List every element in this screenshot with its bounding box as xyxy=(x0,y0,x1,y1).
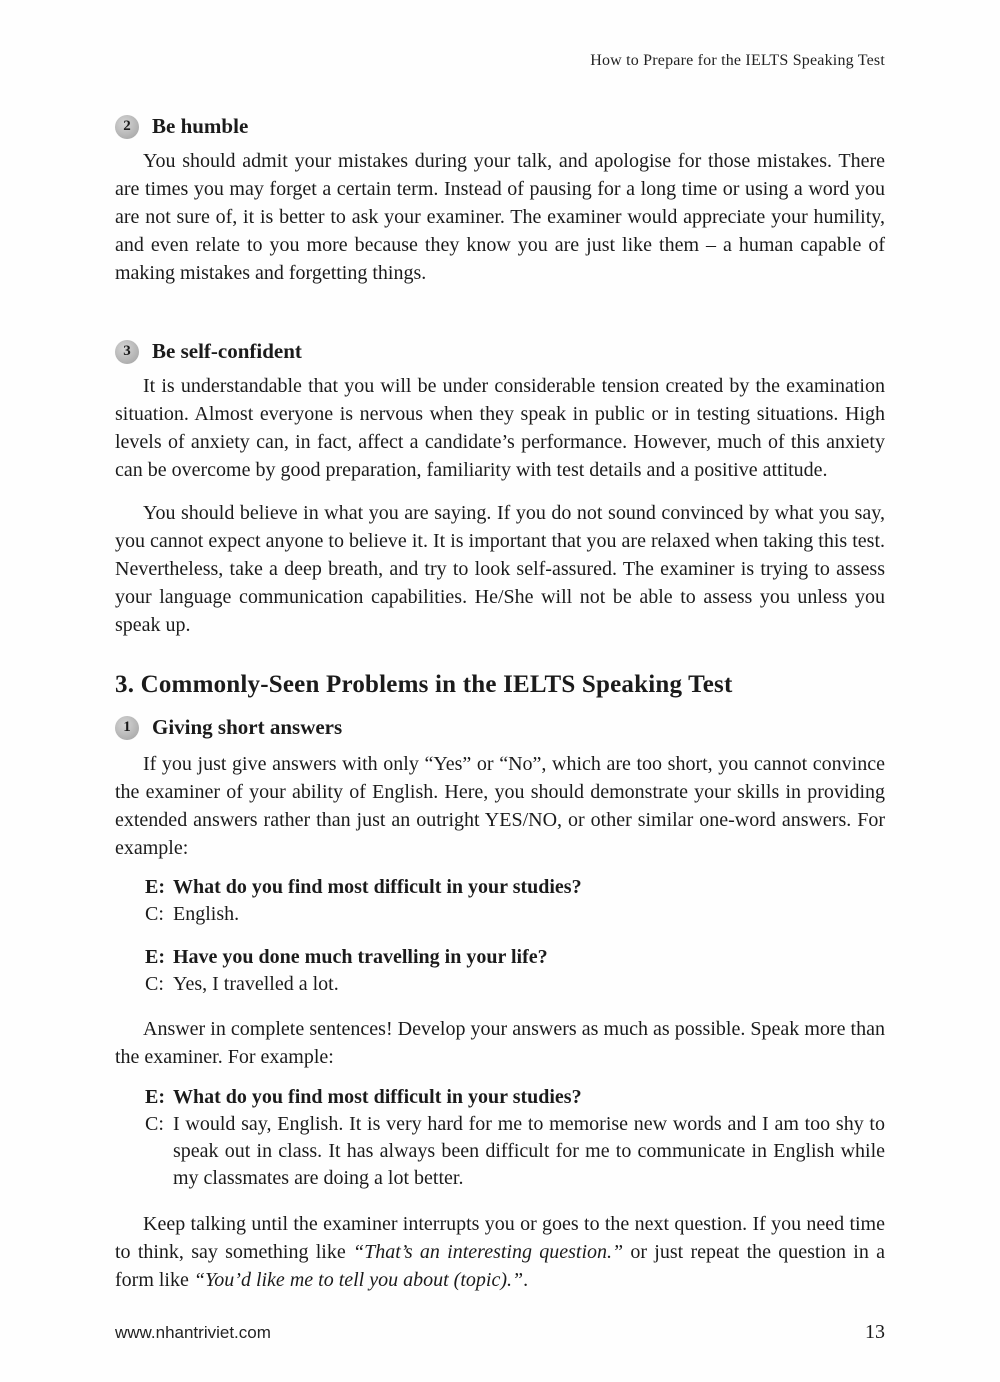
dialogue-line xyxy=(145,901,885,928)
italic-quote-1: “That’s an interesting question.” xyxy=(352,1241,624,1263)
examiner-question: What do you find most difficult in your studies? xyxy=(173,1086,582,1108)
dialogue-example-1 xyxy=(145,874,885,928)
paragraph-keep-talking xyxy=(115,1210,885,1294)
dialogue-line xyxy=(145,1111,885,1192)
keep-talking-text: Keep talking until the examiner interrupts you or goes to the next question. If you need time to think, say something like xyxy=(115,1213,885,1263)
dialogue-line xyxy=(145,1084,885,1111)
dialogue-line xyxy=(145,874,885,901)
speaker-label: C: xyxy=(145,973,164,995)
dialogue-line xyxy=(145,944,885,971)
examiner-question: Have you done much travelling in your life? xyxy=(173,946,548,968)
candidate-answer: English. xyxy=(173,903,240,925)
circled-number-2-icon: 2 xyxy=(115,115,139,139)
italic-quote-2: “You’d like me to tell you about (topic).” xyxy=(193,1269,524,1291)
speaker-label: C: xyxy=(145,903,164,925)
paragraph-short-answers-1: If you just give answers with only “Yes” or “No”, which are too short, you cannot convince the examiner of your ability of English. Here, you should demonstrate your skills in providing extended answers rather than just an outright YES/NO, or other similar one-word answers. For example: xyxy=(115,753,885,859)
running-header: How to Prepare for the IELTS Speaking Test xyxy=(590,52,885,69)
candidate-answer: Yes, I travelled a lot. xyxy=(173,973,339,995)
paragraph-be-humble: You should admit your mistakes during your talk, and apologise for those mistakes. There are times you may forget a certain term. Instead of pausing for a long time or using a word you are not sure of, it is better to ask your examiner. The examiner would appreciate your humility, and even relate to you more because they know you are just like them – a human capable of making mistakes and forgetting things. xyxy=(115,150,885,284)
heading-be-humble xyxy=(115,114,885,139)
examiner-question: What do you find most difficult in your studies? xyxy=(173,876,582,898)
heading-giving-short-answers xyxy=(115,715,885,740)
paragraph-self-confident-2: You should believe in what you are saying. If you do not sound convinced by what you say, you cannot expect anyone to believe it. It is important that you are relaxed when taking this test. Nevertheless, take a deep breath, and try to look self-assured. The examiner is trying to assess your language communication capabilities. He/She will not be able to assess you unless you speak up. xyxy=(115,502,885,636)
circled-number-3-icon: 3 xyxy=(115,340,139,364)
circled-number-1-icon: 1 xyxy=(115,716,139,740)
dialogue-example-2 xyxy=(145,944,885,998)
heading-be-self-confident xyxy=(115,339,885,364)
paragraph-self-confident-1: It is understandable that you will be under considerable tension created by the examination situation. Almost everyone is nervous when they speak in public or in testing situations. High levels of anxiety can, in fact, affect a candidate’s performance. However, much of this anxiety can be overcome by good preparation, familiarity with test details and a positive attitude. xyxy=(115,375,885,481)
keep-talking-text: or just repeat the question in a form like xyxy=(115,1241,886,1291)
candidate-answer: I would say, English. It is very hard for me to memorise new words and I am too shy to speak out in class. It has always been difficult for me to communicate in English while my classmates are doing a lot better. xyxy=(173,1113,885,1189)
heading-be-self-confident-label: Be self-confident xyxy=(152,339,302,363)
dialogue-line xyxy=(145,971,885,998)
heading-be-humble-label: Be humble xyxy=(152,114,249,138)
heading-giving-short-answers-label: Giving short answers xyxy=(152,715,343,739)
keep-talking-text: . xyxy=(523,1269,529,1291)
dialogue-example-3 xyxy=(145,1084,885,1192)
speaker-label: C: xyxy=(145,1113,164,1135)
speaker-label: E: xyxy=(145,1086,165,1108)
publisher-website: www.nhantriviet.com xyxy=(115,1323,271,1342)
speaker-label: E: xyxy=(145,876,165,898)
page-number: 13 xyxy=(865,1321,885,1343)
speaker-label: E: xyxy=(145,946,165,968)
paragraph-answer-complete-sentences: Answer in complete sentences! Develop your answers as much as possible. Speak more than the examiner. For example: xyxy=(115,1018,885,1068)
section-heading-problems: 3. Commonly-Seen Problems in the IELTS Speaking Test xyxy=(115,671,733,698)
page-footer xyxy=(115,1321,885,1344)
